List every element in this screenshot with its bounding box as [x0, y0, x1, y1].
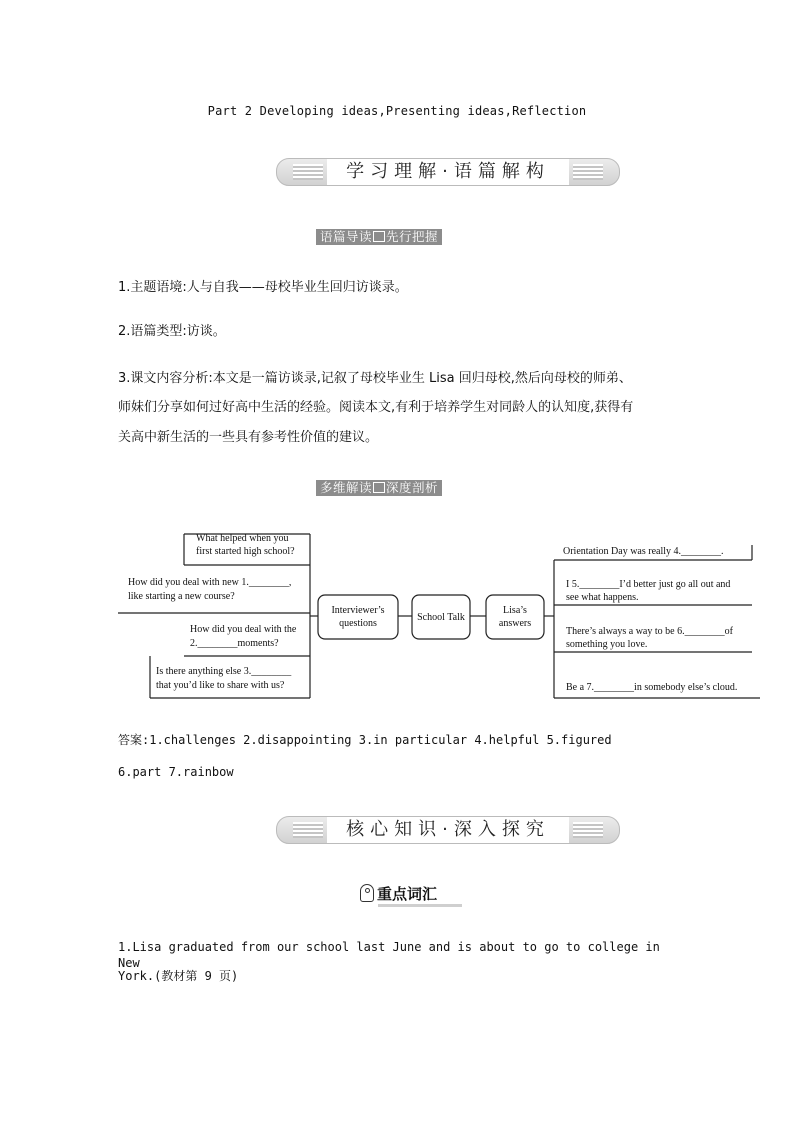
tag-multi-analysis — [316, 480, 442, 496]
center-left-line2: questions — [339, 618, 377, 629]
center-right-line1: Lisa’s — [503, 605, 527, 616]
section-banner-core-knowledge — [276, 816, 620, 844]
left-q2-line2: like starting a new course? — [128, 591, 235, 602]
banner-stripes-left — [293, 164, 323, 180]
right-a5-line1: I 5.________I’d better just go all out and — [566, 579, 731, 590]
banner-text: 学习理解·语篇解构 — [327, 159, 569, 185]
item-analysis-line3: 关高中新生活的一些具有参考性价值的建议。 — [118, 430, 379, 445]
left-q1-line2: first started high school? — [196, 546, 295, 557]
tag-left-text: 语篇导读 — [320, 229, 373, 244]
item-analysis-line2: 师妹们分享如何过好高中生活的经验。阅读本文,有利于培养学生对同龄人的认知度,获得有 — [118, 400, 634, 415]
answers-line2: 6.part 7.rainbow — [118, 765, 234, 779]
left-q2-line1: How did you deal with new 1.________, — [128, 577, 292, 588]
left-q3-line2: 2.________moments? — [190, 638, 279, 649]
item-genre: 2.语篇类型:访谈。 — [118, 324, 226, 339]
vocab-heading — [360, 883, 437, 904]
right-a4-line1: Orientation Day was really 4.________. — [563, 546, 724, 557]
item-analysis-line1: 3.课文内容分析:本文是一篇访谈录,记叙了母校毕业生 Lisa 回归母校,然后向母校的师弟、 — [118, 371, 632, 386]
book-icon — [373, 482, 385, 493]
center-left-line1: Interviewer’s — [331, 605, 385, 616]
section-banner-understanding — [276, 158, 620, 186]
banner-text: 核心知识·深入探究 — [327, 817, 569, 843]
left-q3-line1: How did you deal with the — [190, 624, 297, 635]
sentence-line1: 1.Lisa graduated from our school last June and is about to go to college in New — [118, 940, 660, 970]
answers-line1: 答案:1.challenges 2.disappointing 3.in particular 4.helpful 5.figured — [118, 733, 612, 747]
part-title: Part 2 Developing ideas,Presenting ideas,Reflection — [207, 104, 587, 118]
tag-right-text: 深度剖析 — [386, 480, 439, 495]
left-q1-line1: What helped when you — [196, 533, 289, 544]
sentence-line2: York.(教材第 9 页) — [118, 969, 239, 983]
tag-reading-guide — [316, 229, 442, 245]
key-icon — [360, 884, 374, 902]
vocab-underline — [378, 904, 462, 907]
tag-right-text: 先行把握 — [386, 229, 439, 244]
banner-stripes-right — [573, 822, 603, 838]
left-q4-line1: Is there anything else 3.________ — [156, 666, 292, 677]
right-a6-line2: something you love. — [566, 639, 648, 650]
center-title: School Talk — [417, 612, 465, 623]
center-right-line2: answers — [498, 618, 532, 629]
structure-diagram — [0, 520, 794, 710]
book-icon — [373, 231, 385, 242]
right-a7-line1: Be a 7.________in somebody else’s cloud. — [566, 682, 738, 693]
tag-left-text: 多维解读 — [320, 480, 373, 495]
right-a6-line1: There’s always a way to be 6.________of — [566, 626, 733, 637]
left-q4-line2: that you’d like to share with us? — [156, 680, 285, 691]
right-a5-line2: see what happens. — [566, 592, 639, 603]
item-theme: 1.主题语境:人与自我——母校毕业生回归访谈录。 — [118, 280, 408, 295]
banner-stripes-left — [293, 822, 323, 838]
banner-stripes-right — [573, 164, 603, 180]
vocab-heading-text: 重点词汇 — [377, 885, 438, 903]
